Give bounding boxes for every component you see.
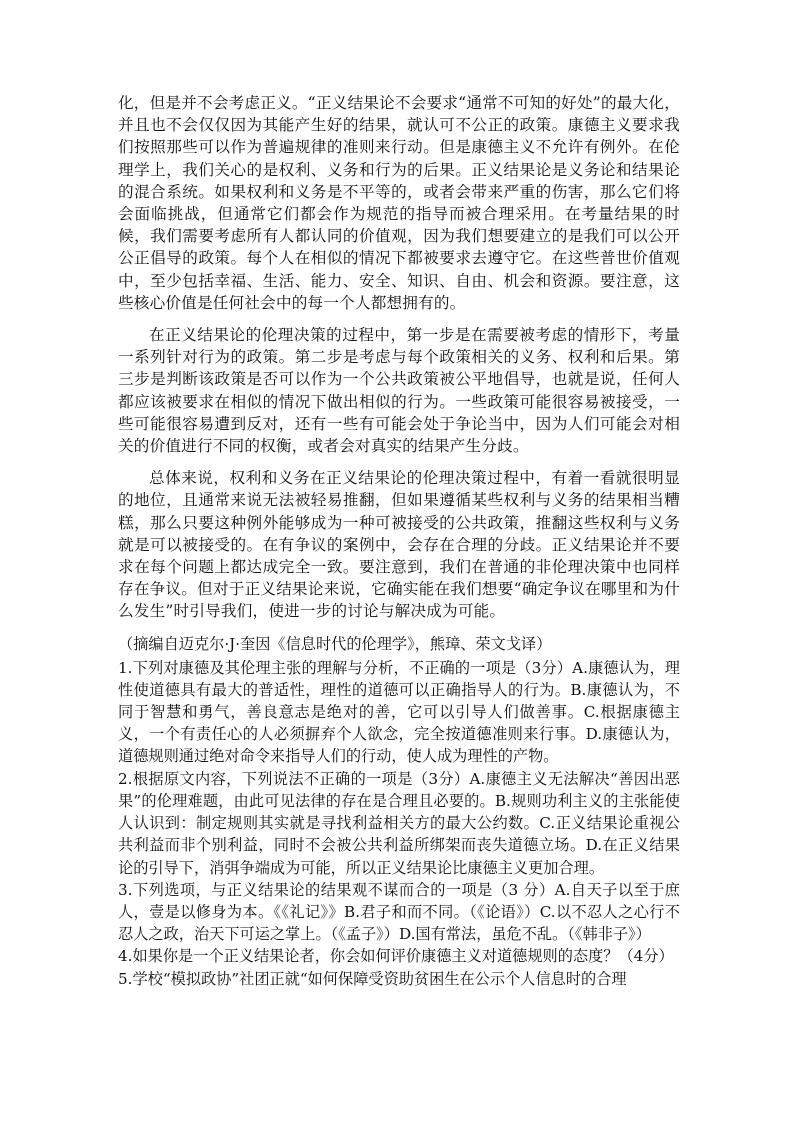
question-2: 2.根据原文内容，下列说法不正确的一项是（3分）A.康德主义无法解决“善因出恶果”的伦理难题，由此可见法律的存在是合理且必要的。B.规则功利主义的主张能使人认识到：制定规则其实就是寻找利益相关方的最大公约数。C.正义结果论重视公共利益而非个别利益，同时不会被公共利益所绑架而丧失道德立场。D.在正义结果论的引导下，消弭争端成为可能，所以正义结果论比康德主义更加合理。 bbox=[118, 769, 680, 877]
body-paragraph-3: 总体来说，权利和义务在正义结果论的伦理决策过程中，有着一看就很明显的地位，且通常来说无法被轻易推翻，但如果遵循某些权利与义务的结果相当糟糕，那么只要这种例外能够成为一种可被接受的公共政策，推翻这些权利与义务就是可以被接受的。在有争议的案例中，会存在合理的分歧。正义结果论并不要求在每个问题上都达成完全一致。要注意到，我们在普通的非伦理决策中也同样存在争议。但对于正义结果论来说，它确实能在我们想要“确定争议在哪里和为什么发生”时引导我们，使进一步的讨论与解决成为可能。 bbox=[118, 469, 680, 621]
source-citation: （摘编自迈克尔·J·奎因《信息时代的伦理学》，熊璋、荣文戈译） bbox=[118, 634, 552, 653]
question-1: 1.下列对康德及其伦理主张的理解与分析，不正确的一项是（3分）A.康德认为，理性使道德具有最大的普适性，理性的道德可以正确指导人的行为。B.康德认为，不同于智慧和勇气，善良意志是绝对的善，它可以引导人们做善事。C.根据康德主义，一个有责任心的人必须摒弃个人欲念，完全按道德准则来行事。D.康德认为，道德规则通过绝对命令来指导人们的行动，使人成为理性的产物。 bbox=[118, 658, 680, 766]
question-5: 5.学校“模拟政协”社团正就“如何保障受资助贫困生在公示个人信息时的合理 bbox=[118, 969, 627, 988]
body-paragraph-1: 化，但是并不会考虑正义。“正义结果论不会要求“通常不可知的好处”的最大化，并且也不会仅仅因为其能产生好的结果，就认可不公正的政策。康德主义要求我们按照那些可以作为普遍规律的准则来行动。但是康德主义不允许有例外。在伦理学上，我们关心的是权利、义务和行为的后果。正义结果论是义务论和结果论的混合系统。如果权利和义务是不平等的，或者会带来严重的伤害，那么它们将会面临挑战，但通常它们都会作为规范的指导而被合理采用。在考量结果的时候，我们需要考虑所有人都认同的价值观，因为我们想要建立的是我们可以公开公正倡导的政策。每个人在相似的情况下都被要求去遵守它。在这些普世价值观中，至少包括幸福、生活、能力、安全、知识、自由、机会和资源。要注意，这些核心价值是任何社会中的每一个人都想拥有的。 bbox=[118, 94, 680, 312]
question-4: 4.如果你是一个正义结果论者，你会如何评价康德主义对道德规则的态度？（4分） bbox=[118, 947, 674, 966]
body-paragraph-2: 在正义结果论的伦理决策的过程中，第一步是在需要被考虑的情形下，考量一系列针对行为的政策。第二步是考虑与每个政策相关的义务、权利和后果。第三步是判断该政策是否可以作为一个公共政策被公平地倡导，也就是说，任何人都应该被要求在相似的情况下做出相似的行为。一些政策可能很容易被接受，一些可能很容易遭到反对，还有一些有可能会处于争论当中，因为人们可能会对相关的价值进行不同的权衡，或者会对真实的结果产生分歧。 bbox=[118, 326, 680, 456]
question-3: 3.下列选项，与正义结果论的结果观不谋而合的一项是（3 分）A.自天子以至于庶人，壹是以修身为本。《《礼记》》B.君子和而不同。（《论语》）C.以不忍人之心行不忍人之政，治天下可运之掌上。（《孟子》）D.国有常法，虽危不乱。（《韩非子》） bbox=[118, 880, 680, 944]
